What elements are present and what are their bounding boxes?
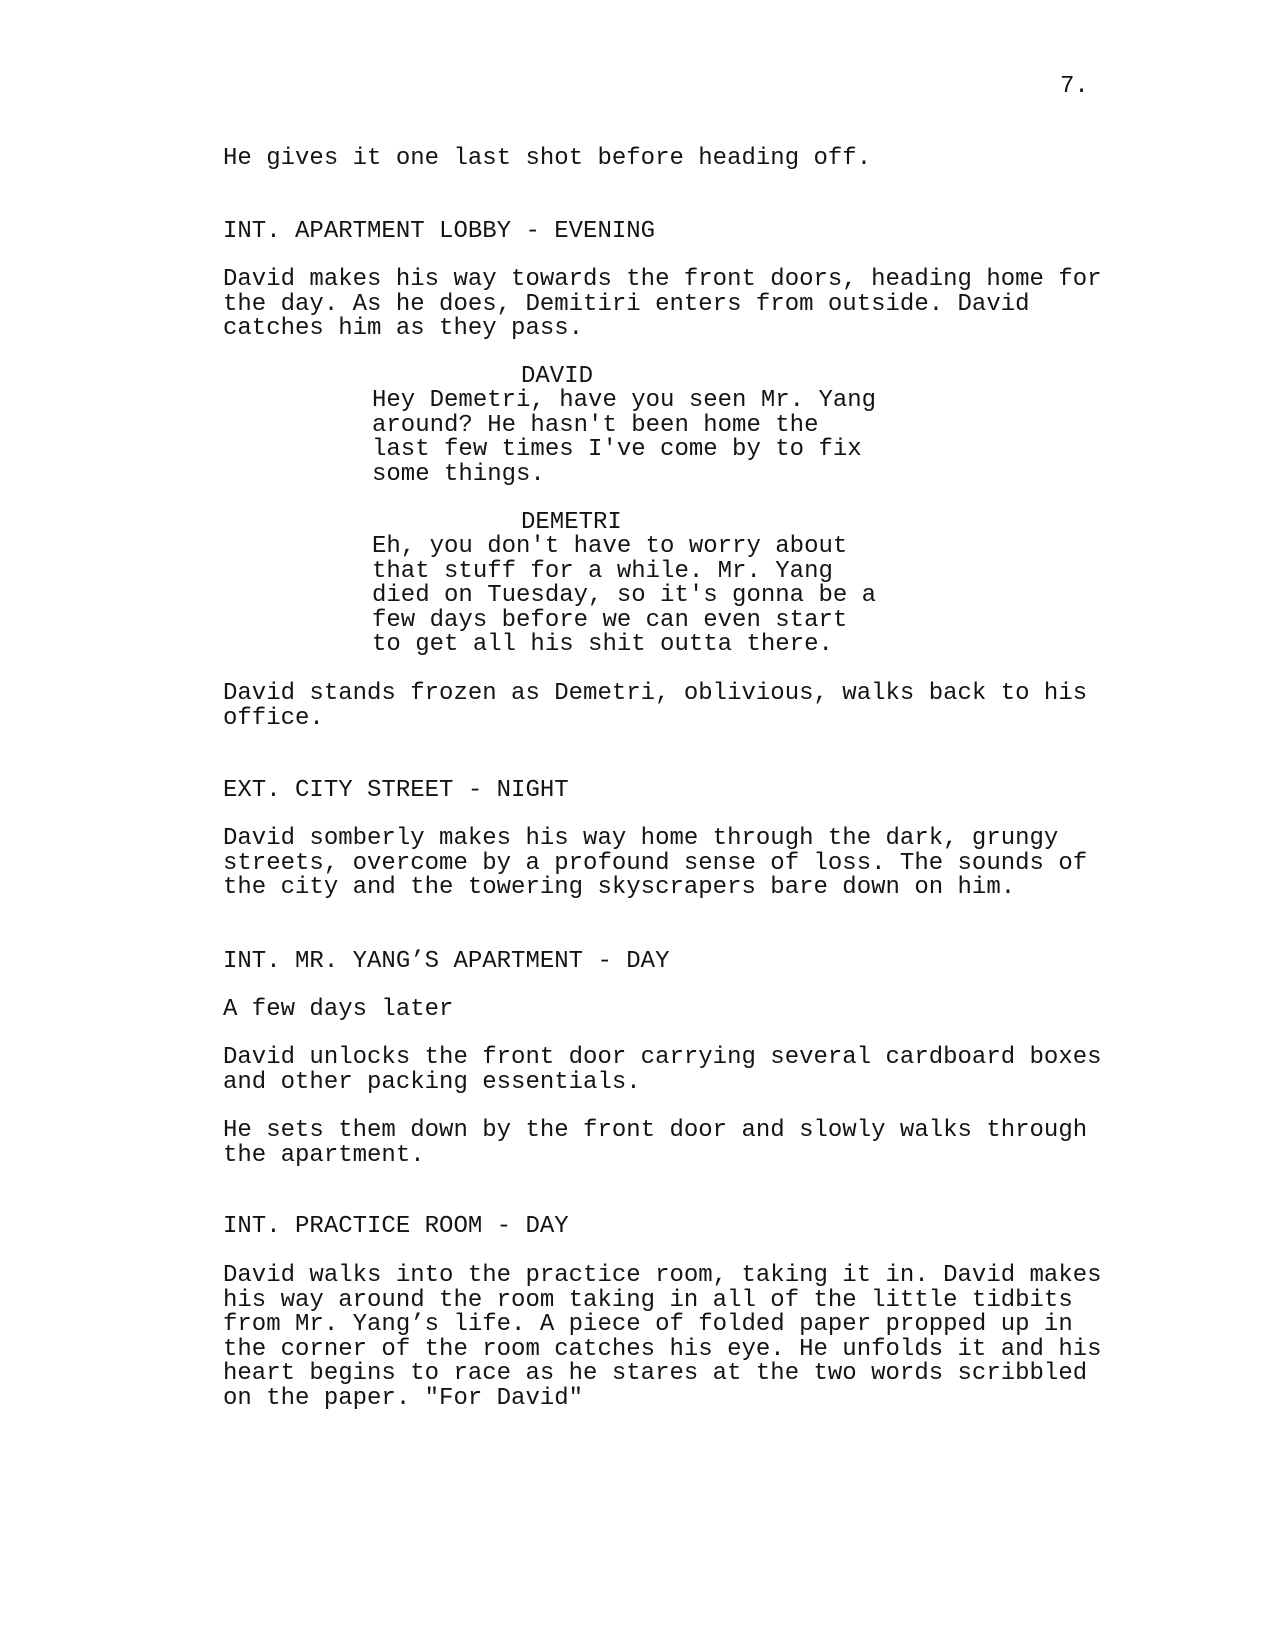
- action-line: A few days later: [223, 996, 454, 1023]
- action-paragraph: David unlocks the front door carrying several cardboard boxes and other packing essentials.: [223, 1044, 1102, 1096]
- action-paragraph: David somberly makes his way home through the dark, grungy streets, overcome by a profound sense of loss. The sounds of the city and the towering skyscrapers bare down on him.: [223, 825, 1088, 901]
- scene-heading: INT. MR. YANG’S APARTMENT - DAY: [223, 948, 670, 975]
- scene-heading: INT. PRACTICE ROOM - DAY: [223, 1213, 569, 1240]
- character-name: DAVID: [521, 363, 594, 390]
- scene-heading: EXT. CITY STREET - NIGHT: [223, 777, 569, 804]
- page-number: 7.: [1060, 73, 1089, 100]
- dialogue: Hey Demetri, have you seen Mr. Yang around? He hasn't been home the last few times I've come by to fix some things.: [372, 387, 877, 488]
- action-paragraph: David makes his way towards the front doors, heading home for the day. As he does, Demitiri enters from outside. David catches him as they pass.: [223, 266, 1102, 342]
- scene-heading: INT. APARTMENT LOBBY - EVENING: [223, 218, 656, 245]
- character-name: DEMETRI: [521, 509, 622, 536]
- action-paragraph: David walks into the practice room, taking it in. David makes his way around the room taking in all of the little tidbits from Mr. Yang’s life. A piece of folded paper propped up in the corner of the room catches his eye. He unfolds it and his heart begins to race as he stares at the two words scribbled on the paper. "For David": [223, 1262, 1102, 1412]
- dialogue: Eh, you don't have to worry about that stuff for a while. Mr. Yang died on Tuesday, so it's gonna be a few days before we can even start to get all his shit outta there.: [372, 533, 877, 658]
- action-paragraph: David stands frozen as Demetri, oblivious, walks back to his office.: [223, 680, 1088, 732]
- action-line: He gives it one last shot before heading off.: [223, 145, 872, 172]
- action-paragraph: He sets them down by the front door and slowly walks through the apartment.: [223, 1117, 1088, 1169]
